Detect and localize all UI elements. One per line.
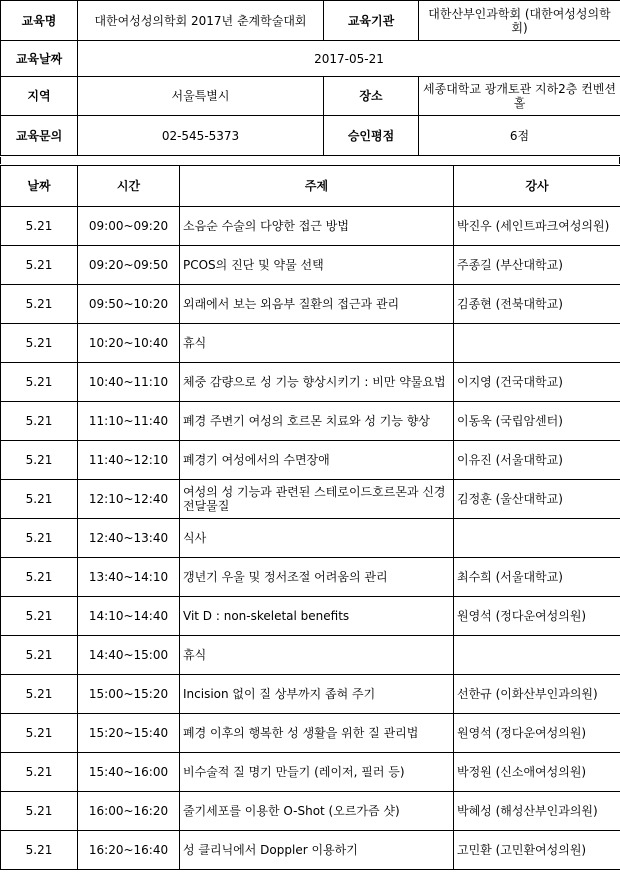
course-label: 교육명 (1, 1, 78, 41)
row-date: 5.21 (1, 246, 78, 285)
row-date: 5.21 (1, 324, 78, 363)
schedule-row (1, 675, 620, 714)
schedule-row (1, 558, 620, 597)
row-speaker: 김종현 (전북대학교) (454, 285, 620, 324)
row-topic: 소음순 수술의 다양한 접근 방법 (180, 207, 454, 246)
row-time: 13:40~14:10 (78, 558, 180, 597)
credit-value: 6점 (419, 116, 620, 156)
schedule-row (1, 207, 620, 246)
row-date: 5.21 (1, 441, 78, 480)
schedule-row (1, 597, 620, 636)
row-speaker: 이지영 (건국대학교) (454, 363, 620, 402)
schedule-row (1, 441, 620, 480)
region-value: 서울특별시 (78, 77, 324, 116)
info-row-date (1, 41, 620, 77)
row-time: 12:10~12:40 (78, 480, 180, 519)
row-speaker (454, 324, 620, 363)
row-topic: 비수술적 질 명기 만들기 (레이저, 필러 등) (180, 753, 454, 792)
schedule-row (1, 480, 620, 519)
row-date: 5.21 (1, 285, 78, 324)
row-time: 14:40~15:00 (78, 636, 180, 675)
row-topic: 휴식 (180, 324, 454, 363)
row-date: 5.21 (1, 402, 78, 441)
row-time: 09:00~09:20 (78, 207, 180, 246)
row-time: 09:20~09:50 (78, 246, 180, 285)
row-time: 14:10~14:40 (78, 597, 180, 636)
header-speaker: 강사 (454, 166, 620, 207)
credit-label: 승인평점 (324, 116, 419, 156)
header-time: 시간 (78, 166, 180, 207)
row-speaker: 박혜성 (해성산부인과의원) (454, 792, 620, 831)
row-date: 5.21 (1, 831, 78, 870)
row-date: 5.21 (1, 714, 78, 753)
course-value: 대한여성성의학회 2017년 춘계학술대회 (78, 1, 324, 41)
row-date: 5.21 (1, 675, 78, 714)
row-date: 5.21 (1, 558, 78, 597)
row-speaker: 원영석 (정다운여성의원) (454, 714, 620, 753)
row-time: 11:10~11:40 (78, 402, 180, 441)
row-date: 5.21 (1, 636, 78, 675)
row-speaker: 주종길 (부산대학교) (454, 246, 620, 285)
row-topic: 성 클리닉에서 Doppler 이용하기 (180, 831, 454, 870)
row-time: 15:00~15:20 (78, 675, 180, 714)
row-time: 11:40~12:10 (78, 441, 180, 480)
info-row-region (1, 77, 620, 116)
row-topic: 여성의 성 기능과 관련된 스테로이드호르몬과 신경전달물질 (180, 480, 454, 519)
row-speaker: 고민환 (고민환여성의원) (454, 831, 620, 870)
row-topic: 폐경 이후의 행복한 성 생활을 위한 질 관리법 (180, 714, 454, 753)
schedule-row (1, 285, 620, 324)
row-time: 12:40~13:40 (78, 519, 180, 558)
row-date: 5.21 (1, 480, 78, 519)
row-speaker: 원영석 (정다운여성의원) (454, 597, 620, 636)
contact-value: 02-545-5373 (78, 116, 324, 156)
row-date: 5.21 (1, 792, 78, 831)
row-speaker: 박진우 (세인트파크여성의원) (454, 207, 620, 246)
row-date: 5.21 (1, 519, 78, 558)
row-speaker: 최수희 (서울대학교) (454, 558, 620, 597)
schedule-row (1, 636, 620, 675)
row-topic: 외래에서 보는 외음부 질환의 접근과 관리 (180, 285, 454, 324)
row-time: 16:00~16:20 (78, 792, 180, 831)
row-topic: 체중 감량으로 성 기능 향상시키기 : 비만 약물요법 (180, 363, 454, 402)
row-topic: 식사 (180, 519, 454, 558)
org-value: 대한산부인과학회 (대한여성성의학회) (419, 1, 620, 41)
row-topic: 휴식 (180, 636, 454, 675)
place-value: 세종대학교 광개토관 지하2층 컨벤션홀 (419, 77, 620, 116)
row-speaker: 이동욱 (국립암센터) (454, 402, 620, 441)
row-speaker (454, 519, 620, 558)
schedule-table (0, 165, 620, 870)
row-time: 10:20~10:40 (78, 324, 180, 363)
row-date: 5.21 (1, 363, 78, 402)
contact-label: 교육문의 (1, 116, 78, 156)
schedule-row (1, 753, 620, 792)
header-topic: 주제 (180, 166, 454, 207)
row-date: 5.21 (1, 597, 78, 636)
row-time: 15:40~16:00 (78, 753, 180, 792)
row-speaker: 선한규 (이화산부인과의원) (454, 675, 620, 714)
row-speaker: 이유진 (서울대학교) (454, 441, 620, 480)
row-topic: PCOS의 진단 및 약물 선택 (180, 246, 454, 285)
info-row-course (1, 1, 620, 41)
date-label: 교육날짜 (1, 41, 78, 77)
row-speaker: 박정원 (신소애여성의원) (454, 753, 620, 792)
row-topic: 폐경 주변기 여성의 호르몬 치료와 성 기능 향상 (180, 402, 454, 441)
row-speaker: 김정훈 (울산대학교) (454, 480, 620, 519)
schedule-row (1, 363, 620, 402)
info-row-contact (1, 116, 620, 156)
row-time: 09:50~10:20 (78, 285, 180, 324)
region-label: 지역 (1, 77, 78, 116)
course-info-table (0, 0, 620, 156)
schedule-row (1, 402, 620, 441)
schedule-row (1, 792, 620, 831)
row-date: 5.21 (1, 207, 78, 246)
schedule-row (1, 714, 620, 753)
row-topic: 줄기세포를 이용한 O-Shot (오르가즘 샷) (180, 792, 454, 831)
row-speaker (454, 636, 620, 675)
org-label: 교육기관 (324, 1, 419, 41)
header-date: 날짜 (1, 166, 78, 207)
row-date: 5.21 (1, 753, 78, 792)
row-time: 16:20~16:40 (78, 831, 180, 870)
row-topic: Incision 없이 질 상부까지 좁혀 주기 (180, 675, 454, 714)
row-topic: Vit D : non-skeletal benefits (180, 597, 454, 636)
row-topic: 폐경기 여성에서의 수면장애 (180, 441, 454, 480)
row-time: 10:40~11:10 (78, 363, 180, 402)
row-time: 15:20~15:40 (78, 714, 180, 753)
date-value: 2017-05-21 (78, 41, 620, 77)
schedule-row (1, 831, 620, 870)
schedule-row (1, 246, 620, 285)
schedule-row (1, 519, 620, 558)
table-spacer (0, 157, 620, 164)
schedule-row (1, 324, 620, 363)
place-label: 장소 (324, 77, 419, 116)
schedule-header-row (1, 166, 620, 207)
row-topic: 갱년기 우울 및 정서조절 어려움의 관리 (180, 558, 454, 597)
